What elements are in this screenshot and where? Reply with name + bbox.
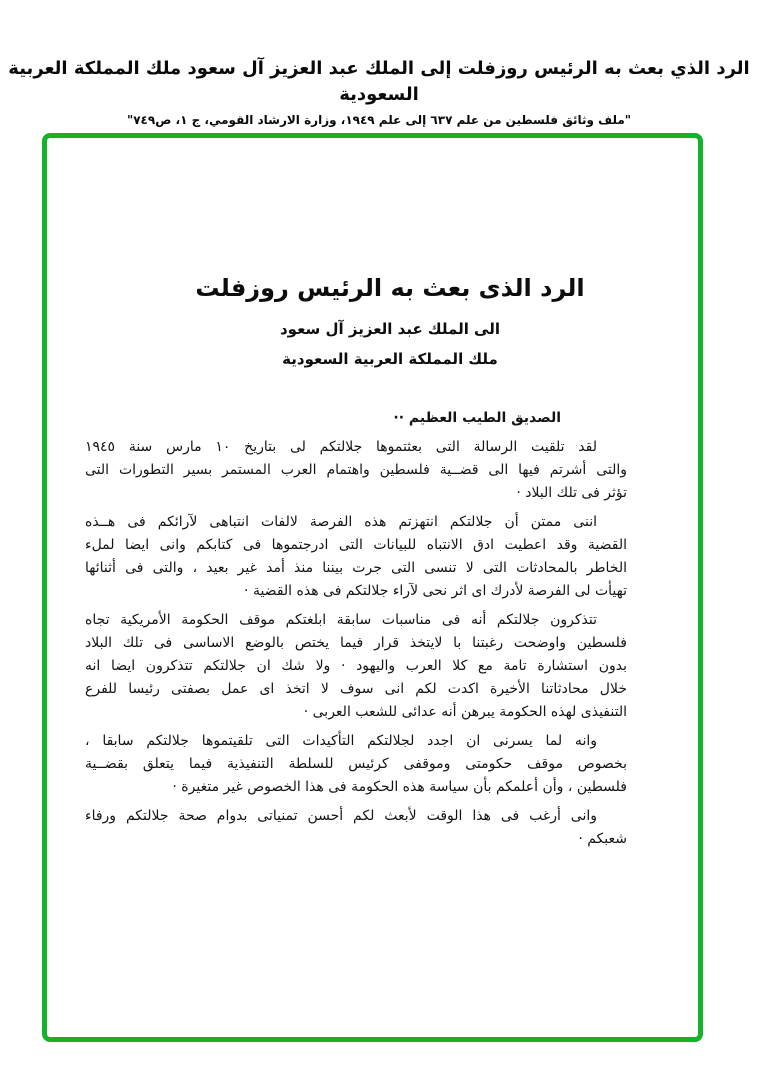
document-line-p1-l1: لقد تلقيت الرسالة التى بعثتموها جلالتكم لى بتاريخ ١٠ مارس سنة ١٩٤٥ xyxy=(85,439,597,455)
document-subtitle-kingdom: ملك المملكة العربية السعودية xyxy=(282,350,498,368)
document-line-p2-l2: القضية وقد اعطيت ادق الانتباه للبيانات التى ادرجتموها فى كتابكم وانى ايضا لملء xyxy=(85,537,627,553)
header-citation: "ملف وثائق فلسطين من علم ٦٣٧ إلى علم ١٩٤٩، وزارة الارشاد القومي، ج ١، ص٧٤٩" xyxy=(126,113,632,127)
document-line-p1-l2: والتى أشرتم فيها الى قضــية فلسطين واهتمام العرب المستمر بسير التطورات التى xyxy=(85,462,627,478)
document-line-p3-l4: خلال محادثاتنا الأخيرة اكدت لكم انى سوف لا اتخذ اى عمل بصفتى رئيسا للفرع xyxy=(85,681,627,697)
document-line-p5-l1: وانى أرغب فى هذا الوقت لأبعث لكم أحسن تمنياتى بدوام صحة جلالتكم ورفاء xyxy=(85,808,597,824)
document-line-p4-l2: بخصوص موقف حكومتى وموقفى كرئيس للسلطة التنفيذية فيما يتعلق بقضــية xyxy=(85,756,627,772)
document-line-p2-l1: اننى ممتن أن جلالتكم انتهزتم هذه الفرصة لالفات انتباهى لآرائكم فى هــذه xyxy=(85,514,597,530)
document-body xyxy=(85,407,627,851)
document-head xyxy=(47,271,698,370)
document-line-p3-l3: بدون استشارة تامة مع كلا العرب واليهود · ولا شك ان جلالتكم تتذكرون ايضا انه xyxy=(85,658,627,674)
document-line-p1-l3: تؤثر فى تلك البلاد · xyxy=(516,485,627,501)
document-line-p3-l5: التنفيذى لهذه الحكومة يبرهن أنه عدائى للشعب العربى · xyxy=(303,704,627,720)
document-line-p3-l1: تتذكرون جلالتكم أنه فى مناسبات سابقة ابلغتكم موقف الحكومة الأمريكية تجاه xyxy=(85,612,597,628)
document-line-p5-l2: شعبكم · xyxy=(578,831,627,847)
document-line-p2-l3: الخاطر بالمحادثات التى لا تنسى التى جرت بيننا منذ أمد غير بعيد ، والتى فى أثنائها xyxy=(85,560,627,576)
page-header xyxy=(0,56,758,129)
document-salutation: الصديق الطيب العظيم ·· xyxy=(393,410,561,426)
document-title: الرد الذى بعث به الرئيس روزفلت xyxy=(195,274,585,302)
document-subtitle-recipient: الى الملك عبد العزيز آل سعود xyxy=(279,320,501,338)
header-title: الرد الذي بعث به الرئيس روزفلت إلى الملك عبد العزيز آل سعود ملك المملكة العربية السعودية xyxy=(8,58,750,105)
document-frame xyxy=(42,133,703,1042)
document-line-p3-l2: فلسطين واوضحت رغبتنا با لايتخذ قرار فيما يختص بالوضع الاساسى فى تلك البلاد xyxy=(85,635,627,651)
document-line-p2-l4: تهيأت لى الفرصة لأدرك اى اثر نحى لآراء جلالتكم فى هذه القضية · xyxy=(244,583,627,599)
document-line-p4-l1: وانه لما يسرنى ان اجدد لجلالتكم التأكيدات التى تلقيتموها جلالتكم سابقا ، xyxy=(85,733,597,749)
document-line-p4-l3: فلسطين ، وأن أعلمكم بأن سياسة هذه الحكومة فى هذا الخصوص غير متغيرة · xyxy=(172,779,627,795)
